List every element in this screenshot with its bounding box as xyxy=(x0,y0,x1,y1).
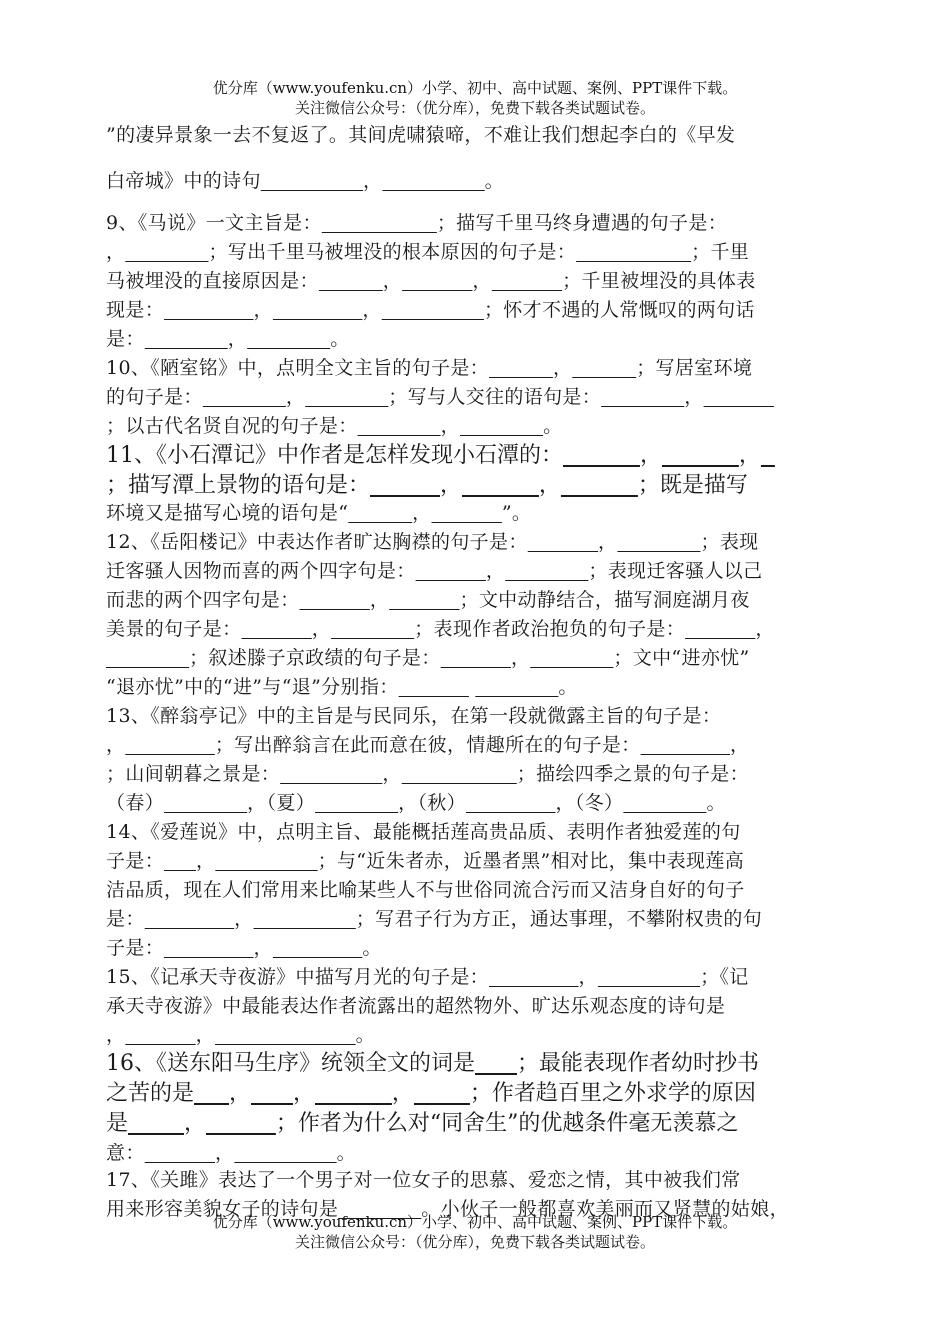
text-line: 之苦的是 ， ， ， ；作者趋百里之外求学的原因 xyxy=(106,1081,756,1106)
answer-blank xyxy=(432,502,502,524)
footer-line-1: 优分库（www.youfenku.cn）小学、初中、高中试题、案例、PPT课件下载。 xyxy=(212,1213,738,1231)
answer-blank xyxy=(662,443,739,468)
answer-blank xyxy=(194,1081,229,1106)
answer-blank xyxy=(617,531,700,553)
text-line: 迁客骚人因物而喜的两个四字句是： ， ；表现迁客骚人以己 xyxy=(106,560,763,582)
text-line: 子是： ， ；与“近朱者赤，近墨者黑”相对比，集中表现莲高 xyxy=(106,850,745,872)
question-13-line: 13、《醉翁亭记》中的主旨是与民同乐，在第一段就微露主旨的句子是： xyxy=(106,705,722,727)
answer-blank xyxy=(623,792,706,814)
answer-blank xyxy=(206,1111,276,1136)
answer-blank xyxy=(300,589,370,611)
answer-blank xyxy=(128,1111,184,1136)
question-12-line: 12、《岳阳楼记》中表达作者旷达胸襟的句子是： ， ；表现 xyxy=(106,531,759,553)
answer-blank xyxy=(572,357,636,379)
answer-blank xyxy=(106,647,189,669)
text-line: ；以古代名贤自况的句子是： ， 。 xyxy=(106,415,563,437)
text-line: 洁品质，现在人们常用来比喻某些人不与世俗同流合污而又洁身自好的句子 xyxy=(106,879,745,901)
answer-blank xyxy=(528,531,598,553)
text-line: 现是： ， ， ；怀才不遇的人常慨叹的两句话 xyxy=(106,299,755,321)
text-line: ；山间朝暮之景是： ， ；描绘四季之景的句子是： xyxy=(106,763,749,785)
answer-blank xyxy=(704,386,774,408)
answer-blank xyxy=(234,1142,336,1164)
text-line: 白帝城》中的诗句 ， 。 xyxy=(106,170,504,192)
answer-blank xyxy=(145,1142,215,1164)
answer-blank xyxy=(492,270,562,292)
answer-blank xyxy=(505,560,588,582)
answer-blank xyxy=(331,618,414,640)
answer-blank xyxy=(261,170,363,192)
question-16-line: 16、《送东阳马生序》统领全文的词是 ；最能表现作者幼时抄书 xyxy=(106,1051,759,1076)
answer-blank xyxy=(402,270,472,292)
answer-blank xyxy=(641,734,730,756)
answer-blank xyxy=(203,386,286,408)
question-10-line: 10、《陋室铭》中，点明全文主旨的句子是： ， ；写居室环境 xyxy=(106,357,753,379)
text-line: 马被埋没的直接原因是： ， ， ；千里被埋没的具体表 xyxy=(106,270,756,292)
question-17-line: 17、《关雎》表达了一个男子对一位女子的思慕、爱恋之情，其中被我们常 xyxy=(106,1169,741,1191)
question-14-line: 14、《爱莲说》中，点明主旨、最能概括莲高贵品质、表明作者独爱莲的句 xyxy=(106,821,741,843)
answer-blank xyxy=(273,937,362,959)
answer-blank xyxy=(761,443,775,468)
answer-blank xyxy=(475,1051,517,1076)
text-line: ， ；写出千里马被埋没的根本原因的句子是： ；千里 xyxy=(106,241,750,263)
answer-blank xyxy=(370,473,440,498)
answer-blank xyxy=(247,328,330,350)
text-line: 环境又是描写心境的语句是“ ， ”。 xyxy=(106,502,532,524)
answer-blank xyxy=(319,270,383,292)
answer-blank xyxy=(489,357,553,379)
text-line: 是： ， 。 xyxy=(106,328,350,350)
text-line: 美景的句子是： ， ；表现作者政治抱负的句子是： ， xyxy=(106,618,775,640)
answer-blank xyxy=(563,443,640,468)
text-line: ， ， 。 xyxy=(106,1024,375,1046)
answer-blank xyxy=(125,241,208,263)
answer-blank xyxy=(280,763,382,785)
answer-blank xyxy=(598,966,700,988)
answer-blank xyxy=(530,647,613,669)
answer-blank xyxy=(475,676,558,698)
answer-blank xyxy=(399,676,469,698)
question-15-line: 15、《记承天寺夜游》中描写月光的句子是： ， ；《记 xyxy=(106,966,749,988)
answer-blank xyxy=(145,328,228,350)
answer-blank xyxy=(685,618,755,640)
answer-blank xyxy=(145,908,234,930)
answer-blank xyxy=(348,502,412,524)
answer-blank xyxy=(315,792,398,814)
answer-blank xyxy=(402,763,517,785)
text-line: ；描写潭上景物的语句是： ， ， ；既是描写 xyxy=(106,473,748,498)
text-line: 承天寺夜游》中最能表达作者流露出的超然物外、旷达乐观态度的诗句是 xyxy=(106,995,726,1017)
answer-blank xyxy=(164,792,247,814)
page-header xyxy=(0,78,950,118)
answer-blank xyxy=(389,589,459,611)
answer-blank xyxy=(125,1024,195,1046)
answer-blank xyxy=(466,792,555,814)
question-11-line: 11、《小石潭记》中作者是怎样发现小石潭的： ， ， xyxy=(106,438,851,469)
answer-blank xyxy=(322,212,437,234)
text-line: 的句子是： ， ；写与人交往的语句是： ， xyxy=(106,382,851,409)
text-line: 意： ， 。 xyxy=(106,1142,356,1164)
answer-blank xyxy=(561,473,638,498)
question-9-line: 9、《马说》一文主旨是： ；描写千里马终身遭遇的句子是： xyxy=(106,212,728,234)
answer-blank xyxy=(315,1081,392,1106)
answer-blank xyxy=(164,850,196,872)
text-line: （春） ，（夏） ，（秋） ，（冬） 。 xyxy=(106,792,726,814)
answer-blank xyxy=(215,850,317,872)
text-line: 是： ， ；写君子行为方正，通达事理，不攀附权贵的句 xyxy=(106,908,763,930)
answer-blank xyxy=(489,966,578,988)
text-line: 而悲的两个四字句是： ， ；文中动静结合，描写洞庭湖月夜 xyxy=(106,589,750,611)
answer-blank xyxy=(416,560,486,582)
answer-blank xyxy=(576,241,691,263)
answer-blank xyxy=(164,299,253,321)
answer-blank xyxy=(251,1081,293,1106)
answer-blank xyxy=(305,386,388,408)
answer-blank xyxy=(460,415,543,437)
answer-blank xyxy=(358,415,441,437)
answer-blank xyxy=(241,618,311,640)
text-line: ；叙述滕子京政绩的句子是： ， ；文中“进亦忧” xyxy=(106,643,851,670)
answer-blank xyxy=(164,937,253,959)
answer-blank xyxy=(462,473,539,498)
answer-blank xyxy=(382,170,484,192)
answer-blank xyxy=(254,908,356,930)
text-line: ， ；写出醉翁言在此而意在彼，情趣所在的句子是： ， xyxy=(106,734,750,756)
answer-blank xyxy=(601,386,684,408)
answer-blank xyxy=(215,1024,356,1046)
text-line: 用来形容美貌女子的诗句是 。小伙子一般都喜欢美丽而又贤慧的姑娘， xyxy=(106,1198,789,1220)
header-line-1: 优分库（www.youfenku.cn）小学、初中、高中试题、案例、PPT课件下载。 xyxy=(212,79,738,97)
page-footer xyxy=(0,1212,950,1252)
text-line: 子是： ， 。 xyxy=(106,937,382,959)
answer-blank xyxy=(273,299,362,321)
answer-blank xyxy=(125,734,214,756)
header-line-2: 关注微信公众号：（优分库），免费下载各类试题试卷。 xyxy=(294,99,655,117)
text-line: “退亦忧”中的“进”与“退”分别指： 。 xyxy=(106,676,578,698)
answer-blank xyxy=(382,299,484,321)
text-line: 是 ， ；作者为什么对“同舍生”的优越条件毫无羡慕之 xyxy=(106,1111,739,1136)
footer-line-2: 关注微信公众号：（优分库），免费下载各类试题试卷。 xyxy=(294,1233,655,1251)
answer-blank xyxy=(441,647,511,669)
answer-blank xyxy=(414,1081,470,1106)
text-line: ”的凄异景象一去不复返了。其间虎啸猿啼，不难让我们想起李白的《早发 xyxy=(106,124,736,146)
